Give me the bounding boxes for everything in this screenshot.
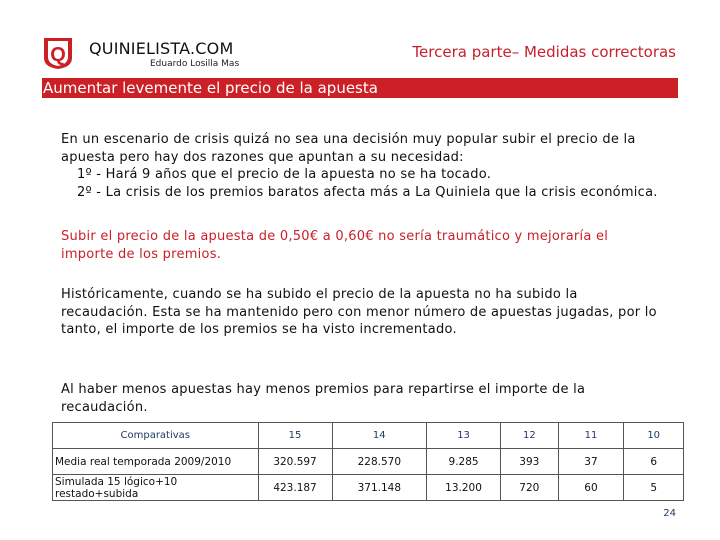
table-cell: 6 bbox=[624, 449, 684, 475]
logo-letter: Q bbox=[50, 44, 66, 66]
table-cell: 320.597 bbox=[258, 449, 332, 475]
table-cell: Media real temporada 2009/2010 bbox=[53, 449, 259, 475]
table-cell: Simulada 15 lógico+10 restado+subida bbox=[53, 475, 259, 501]
table-cell: 393 bbox=[501, 449, 559, 475]
paragraph-intro: En un escenario de crisis quizá no sea una decisión muy popular subir el precio de la apuesta pero hay dos razones que apuntan a su necesidad: bbox=[61, 132, 636, 165]
paragraph-reasons bbox=[61, 131, 661, 201]
reason-two: 2º - La crisis de los premios baratos afecta más a La Quiniela que la crisis económica. bbox=[77, 184, 658, 200]
table-header-cell: 14 bbox=[332, 423, 427, 449]
quinielista-logo-icon bbox=[40, 36, 76, 70]
table-cell: 423.187 bbox=[258, 475, 332, 501]
table-header-cell: Comparativas bbox=[53, 423, 259, 449]
table-row bbox=[53, 449, 684, 475]
table-header-row bbox=[53, 423, 684, 449]
table-cell: 720 bbox=[501, 475, 559, 501]
table-header-cell: 15 bbox=[258, 423, 332, 449]
table-header-cell: 12 bbox=[501, 423, 559, 449]
table-header-cell: 10 bbox=[624, 423, 684, 449]
table-cell: 5 bbox=[624, 475, 684, 501]
table-cell: 60 bbox=[558, 475, 624, 501]
table-header-cell: 13 bbox=[427, 423, 501, 449]
table-cell: 9.285 bbox=[427, 449, 501, 475]
page-number: 24 bbox=[663, 508, 676, 519]
table-cell: 371.148 bbox=[332, 475, 427, 501]
brand-name: QUINIELISTA.COM bbox=[89, 39, 234, 58]
section-title: Tercera parte– Medidas correctoras bbox=[412, 43, 676, 61]
reason-one: 1º - Hará 9 años que el precio de la apuesta no se ha tocado. bbox=[77, 167, 492, 183]
comparison-table bbox=[52, 422, 684, 501]
slide-banner-title: Aumentar levemente el precio de la apuesta bbox=[42, 78, 678, 98]
paragraph-price-increase: Subir el precio de la apuesta de 0,50€ a 0,60€ no sería traumático y mejoraría el importe de los premios. bbox=[61, 229, 609, 262]
author-name: Eduardo Losilla Mas bbox=[150, 59, 240, 69]
table-header-cell: 11 bbox=[558, 423, 624, 449]
table-cell: 13.200 bbox=[427, 475, 501, 501]
paragraph-history: Históricamente, cuando se ha subido el precio de la apuesta no ha subido la recaudación. Esta se ha mantenido pero con menor número de apuestas jugadas, por lo tanto, el importe de los premios se ha visto incrementado. bbox=[61, 287, 657, 338]
paragraph-conclusion: Al haber menos apuestas hay menos premios para repartirse el importe de la recaudación. bbox=[61, 382, 586, 415]
table-cell: 37 bbox=[558, 449, 624, 475]
table-row bbox=[53, 475, 684, 501]
table-cell: 228.570 bbox=[332, 449, 427, 475]
